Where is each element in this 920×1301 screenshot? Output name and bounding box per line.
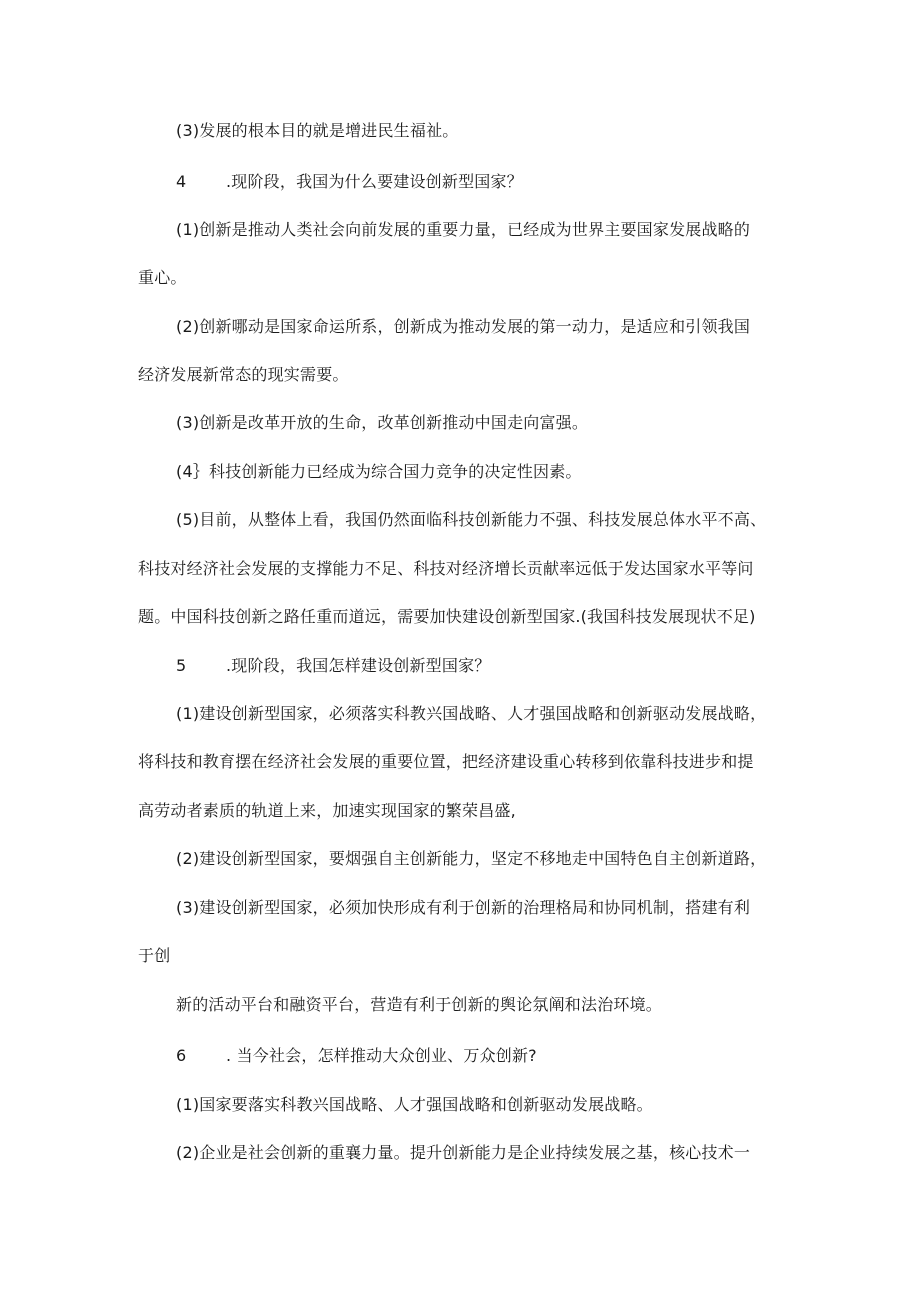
answer-line: (2)企业是社会创新的重襄力量。提升创新能力是企业持续发展之基，核心技术一: [176, 1143, 751, 1162]
answer-line: (3)创新是改革开放的生命，改革创新推动中国走向富强。: [176, 413, 589, 432]
answer-line: 将科技和教育摆在经济社会发展的重要位置，把经济建设重心转移到依靠科技进步和提: [138, 752, 754, 771]
question-number: 6: [176, 1046, 187, 1065]
answer-line: (2)建设创新型国家，要烟强自主创新能力，坚定不移地走中国特色自主创新道路，: [176, 849, 767, 868]
answer-line: (1)国家要落实科教兴国战略、人才强国战略和创新驱动发展战略。: [176, 1095, 653, 1114]
answer-line: (3)发展的根本目的就是增进民生福祉。: [176, 121, 459, 140]
answer-line: (4｝科技创新能力已经成为综合国力竞争的决定性因素。: [176, 462, 582, 481]
answer-line: 高劳动者素质的轨道上来，加速实现国家的繁荣昌盛,: [138, 801, 516, 820]
question-number: 4: [176, 172, 187, 191]
answer-line: 于创: [138, 946, 171, 965]
question-number: 5: [176, 656, 187, 675]
answer-line: (1)建设创新型国家，必须落实科教兴国战略、人才强国战略和创新驱动发展战略，: [176, 704, 767, 723]
answer-line: (1)创新是推动人类社会向前发展的重要力量，已经成为世界主要国家发展战略的: [176, 220, 751, 239]
question-text: .现阶段，我国怎样建设创新型国家？: [226, 656, 491, 675]
answer-line: (3)建设创新型国家，必须加快形成有利于创新的治理格局和协同机制，搭建有利: [176, 898, 751, 917]
question-text: . 当今社会，怎样推动大众创业、万众创新?: [226, 1046, 537, 1065]
answer-line: (2)创新哪动是国家命运所系，创新成为推动发展的第一动力，是适应和引领我国: [176, 317, 751, 336]
answer-line: (5)目前，从整体上看，我国仍然面临科技创新能力不强、科技发展总体水平不高、: [176, 510, 767, 529]
answer-line: 题。中国科技创新之路任重而道远，需要加快建设创新型国家.(我国科技发展现状不足): [138, 607, 756, 626]
answer-line: 经济发展新常态的现实需要。: [138, 365, 349, 384]
answer-line: 科技对经济社会发展的支撑能力不足、科技对经济增长贡献率远低于发达国家水平等问: [138, 559, 754, 578]
answer-line: 重心。: [138, 268, 187, 287]
answer-line: 新的活动平台和融资平台，营造有利于创新的舆论氛阐和法治环境。: [176, 995, 663, 1014]
question-text: .现阶段，我国为什么要建设创新型国家？: [226, 172, 523, 191]
